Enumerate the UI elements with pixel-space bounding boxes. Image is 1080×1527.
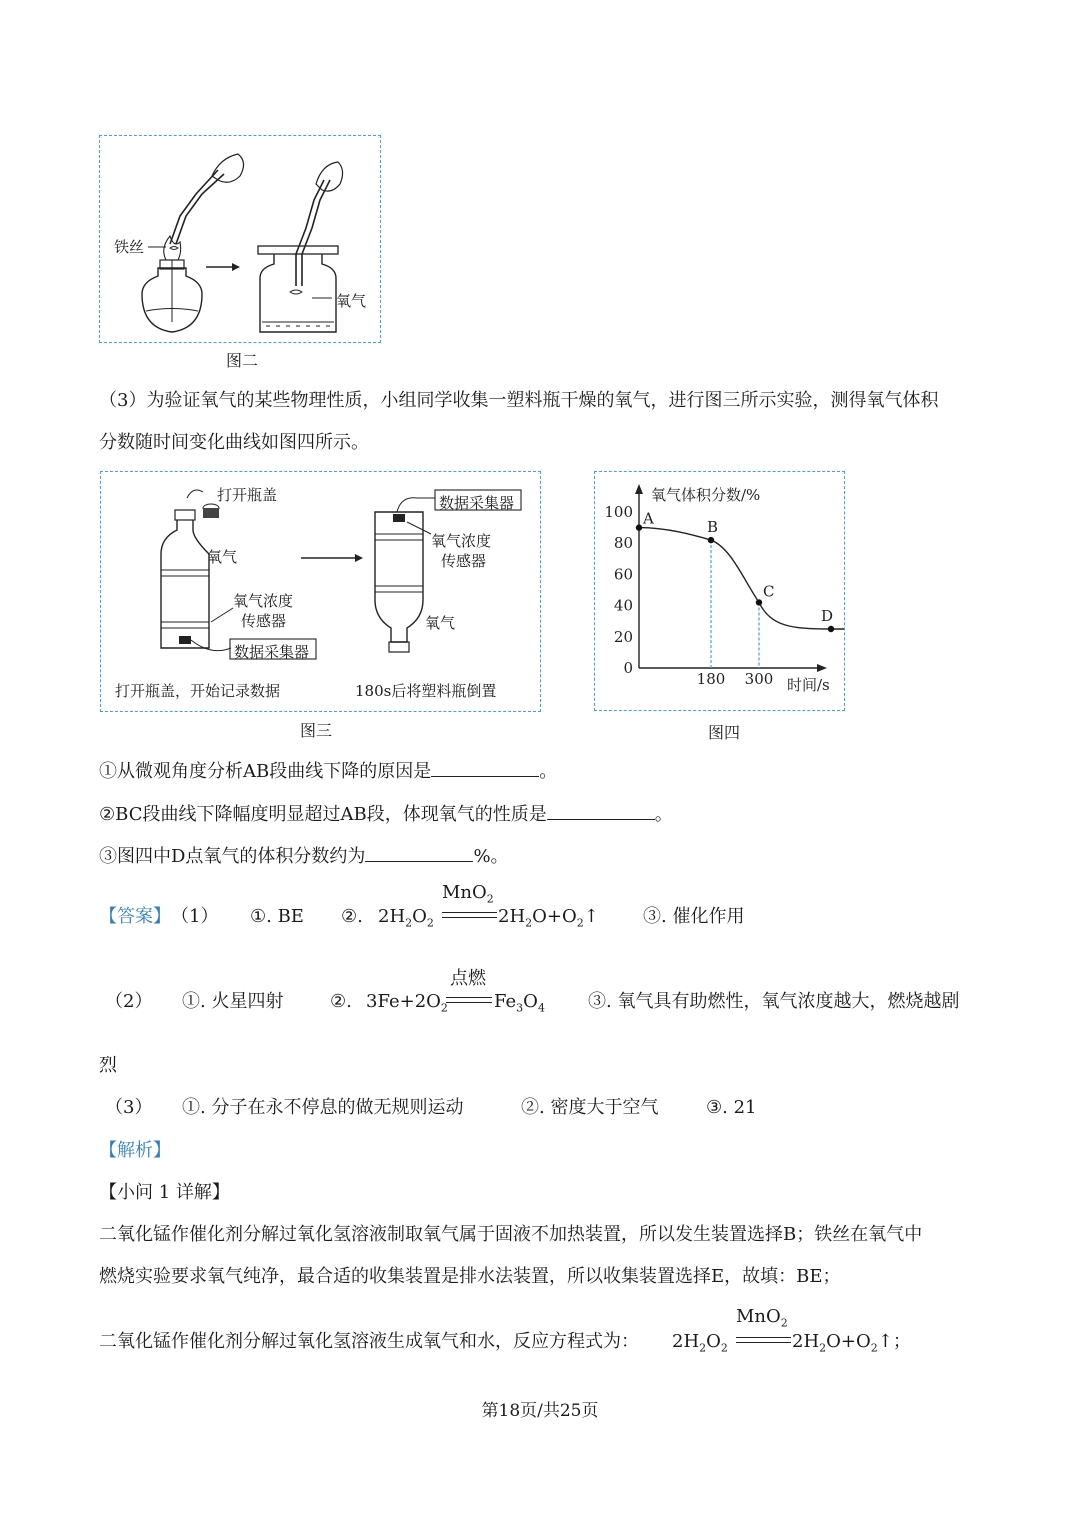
q3-intro-line1: （3）为验证氧气的某些物理性质，小组同学收集一塑料瓶干燥的氧气，进行图三所示实验，测得氧气体积 [99, 390, 939, 411]
eq2-rhs: $Fe_3O_4$ [494, 991, 545, 1015]
condition-label: 点燃 [450, 968, 486, 989]
answer-r2-a: ①. 火星四射 [182, 991, 284, 1012]
label-sensor-right-1: 氧气浓度 [431, 532, 492, 550]
question-3-text: ③图四中D点氧气的体积分数约为 [99, 846, 366, 867]
page-number: 第18页/共25页 [481, 1401, 599, 1421]
equals-double-bar [736, 1337, 791, 1343]
label-sensor-left-2: 传感器 [241, 612, 287, 630]
figure2-caption: 图二 [226, 351, 259, 370]
label-sensor-left-1: 氧气浓度 [233, 592, 294, 610]
label-oxygen-right: 氧气 [425, 614, 456, 632]
label-oxygen: 氧气 [336, 292, 367, 310]
y-tick-label: 60 [613, 565, 633, 584]
figure4-caption: 图四 [708, 723, 741, 742]
y-tick-label: 0 [623, 659, 633, 677]
x-axis-label: 时间/s [787, 676, 830, 694]
point-label-B: B [707, 518, 719, 537]
label-collector-right: 数据采集器 [439, 494, 515, 512]
question-1-end: 。 [539, 761, 558, 782]
point-label-C: C [763, 582, 775, 601]
analysis-p1-line1: 二氧化锰作催化剂分解过氧化氢溶液制取氧气属于固液不加热装置，所以发生装置选择B；铁丝在氧气中 [99, 1224, 923, 1245]
eq2-lhs: $3Fe+2O_2$ [366, 991, 448, 1015]
label-iron-wire: 铁丝 [114, 238, 145, 256]
answer-r1-b-prefix: ②. [341, 906, 363, 927]
figure2-box [99, 135, 381, 343]
answer-r3-c: ③. 21 [706, 1097, 757, 1118]
eq1-rhs: $2H_2O+O_2↑$ [498, 906, 599, 930]
y-axis-arrow [635, 484, 643, 494]
analysis-p1-line2: 燃烧实验要求氧气纯净，最合适的收集装置是排水法装置，所以收集装置选择E，故填：BE； [99, 1266, 841, 1287]
catalyst-label: MnO$_2$ [442, 882, 494, 906]
answer-r2-c: ③. 氧气具有助燃性，氧气浓度越大，燃烧越剧 [588, 991, 960, 1012]
label-bottom-right: 180s后将塑料瓶倒置 [355, 682, 497, 700]
analysis-tag: 【解析】 [99, 1140, 171, 1161]
equation-h2o2-decomposition-2 [672, 1308, 922, 1358]
oxygen-fraction-chart [595, 472, 844, 710]
answer-blank-2[interactable] [547, 803, 655, 820]
equation-iron-combustion [366, 968, 566, 1018]
answer-blank-3[interactable] [365, 845, 473, 862]
eq1-lhs: $2H_2O_2$ [378, 906, 434, 930]
y-axis-label: 氧气体积分数/% [651, 486, 761, 504]
catalyst-label: MnO$_2$ [736, 1306, 788, 1330]
figure3-caption: 图三 [300, 721, 333, 740]
answer-r3-b: ②. 密度大于空气 [521, 1097, 659, 1118]
eq3-rhs: $2H_2O+O_2↑$； [792, 1331, 911, 1355]
question-2-text: ②BC段曲线下降幅度明显超过AB段，体现氧气的性质是 [99, 804, 547, 825]
label-oxygen-left: 氧气 [207, 548, 238, 566]
point-label-D: D [821, 607, 834, 625]
label-open-cap: 打开瓶盖 [217, 486, 278, 504]
y-tick-label: 100 [604, 503, 633, 521]
answer-r1-a: ①. BE [250, 906, 304, 927]
analysis-subtitle: 【小问 1 详解】 [99, 1182, 230, 1203]
analysis-p2-text: 二氧化锰作催化剂分解过氧化氢溶液生成氧气和水，反应方程式为： [99, 1331, 639, 1352]
answer-r1-c: ③. 催化作用 [643, 906, 745, 927]
answer-r2-lead: （2） [105, 991, 153, 1012]
answer-blank-1[interactable] [431, 760, 539, 777]
oxygen-curve [639, 528, 844, 629]
x-tick-label: 180 [696, 670, 726, 688]
q3-intro-line2: 分数随时间变化曲线如图四所示。 [99, 432, 369, 453]
x-axis-arrow [817, 664, 827, 672]
answer-tag: 【答案】 [99, 906, 171, 927]
question-3-end: %。 [473, 846, 509, 867]
y-tick-label: 20 [613, 627, 633, 646]
equals-double-bar [442, 912, 497, 918]
figure4-box [594, 471, 845, 711]
question-1 [99, 760, 557, 781]
point-label-A: A [643, 509, 654, 528]
y-tick-label: 80 [613, 534, 633, 553]
question-3 [99, 845, 509, 866]
label-collector-left: 数据采集器 [234, 643, 310, 661]
question-2-end: 。 [654, 804, 673, 825]
answer-r2-c-cont: 烈 [99, 1055, 117, 1076]
answer-r1-lead: （1） [171, 906, 219, 927]
figure3-box [100, 471, 541, 712]
answer-r2-b-prefix: ②. [330, 991, 352, 1012]
question-1-text: ①从微观角度分析AB段曲线下降的原因是 [99, 761, 432, 782]
label-sensor-right-2: 传感器 [441, 552, 487, 570]
y-tick-label: 40 [613, 596, 633, 615]
x-tick-label: 300 [744, 670, 774, 688]
point-C [756, 599, 762, 605]
eq3-lhs: $2H_2O_2$ [672, 1331, 728, 1355]
question-2 [99, 803, 673, 824]
point-D [828, 626, 834, 632]
point-A [636, 524, 642, 530]
equation-h2o2-decomposition [378, 884, 608, 934]
answer-r3-lead: （3） [105, 1097, 153, 1118]
answer-r3-a: ①. 分子在永不停息的做无规则运动 [182, 1097, 464, 1118]
equals-double-bar [446, 997, 492, 1003]
point-B [708, 537, 714, 543]
label-bottom-left: 打开瓶盖，开始记录数据 [115, 682, 281, 700]
